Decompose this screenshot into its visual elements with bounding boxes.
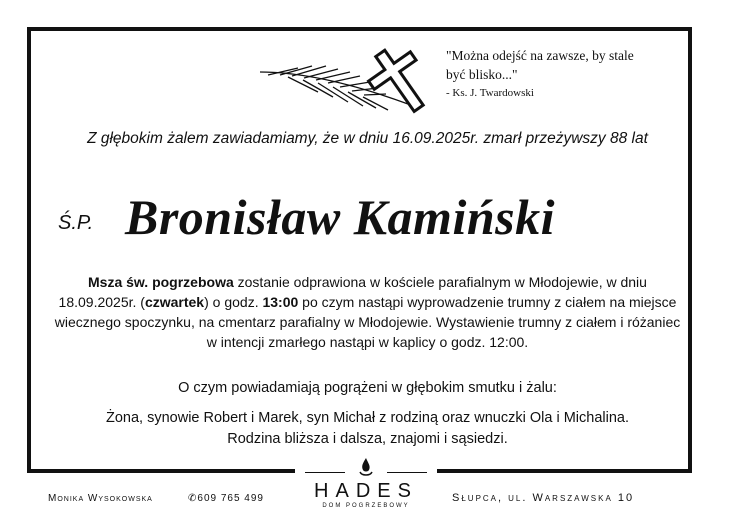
address: Słupca, ul. Warszawska 10	[452, 492, 635, 504]
logo-rule-left	[305, 472, 345, 473]
sp-prefix: Ś.P.	[58, 212, 94, 234]
family-line-2: Rodzina bliższa i dalsza, znajomi i sąsiedzi.	[227, 431, 508, 447]
ceremony-time: 13:00	[262, 294, 299, 310]
logo-rule-right	[387, 472, 427, 473]
quote-line-2: być blisko..."	[446, 67, 518, 82]
family-line-1: Żona, synowie Robert i Marek, syn Michał z rodziną oraz wnuczki Ola i Michalina.	[105, 410, 629, 426]
logo-name: HADES	[314, 480, 418, 502]
quote-line-1: "Można odejść na zawsze, by stale	[446, 48, 634, 63]
cross-and-palm-icon	[258, 42, 443, 117]
family-list	[0, 408, 735, 450]
quote-author: - Ks. J. Twardowski	[446, 87, 534, 99]
contact-name: Monika Wysokowska	[48, 493, 153, 504]
ceremony-details	[50, 272, 685, 352]
hades-logo	[295, 456, 437, 518]
quote	[446, 46, 686, 84]
ceremony-text-3: po czym nastąpi wyprowadzenie trumny z ciałem na miejsce wiecznego spoczynku, na cmentarz parafialny w Młodojewie. Wystawienie trumny z ciałem i różaniec w intencji zmarłego nastąpi w kaplicy o godz. 12:00.	[54, 294, 681, 350]
ceremony-text-2: ) o godz.	[204, 294, 263, 310]
contact-phone: ✆609 765 499	[188, 493, 264, 504]
deceased-name: Bronisław Kamiński	[125, 189, 555, 245]
closing-line: O czym powiadamiają pogrążeni w głębokim smutku i żalu:	[178, 380, 557, 396]
announcement-prefix: Z głębokim żalem zawiadamiamy, że w dniu	[87, 130, 393, 147]
flame-icon	[358, 457, 374, 477]
announcement-suffix: r. zmarł przeżywszy 88 lat	[470, 130, 648, 147]
ceremony-text-1: zostanie odprawiona w kościele parafialnym w Młodojewie, w dniu 18.09.2025r. (	[58, 274, 647, 310]
mass-label: Msza św. pogrzebowa	[88, 274, 234, 290]
death-announcement	[0, 130, 735, 148]
death-date: 16.09.2025	[392, 130, 471, 147]
ceremony-weekday: czwartek	[144, 294, 205, 310]
logo-subtitle: DOM POGRZEBOWY	[322, 503, 410, 509]
